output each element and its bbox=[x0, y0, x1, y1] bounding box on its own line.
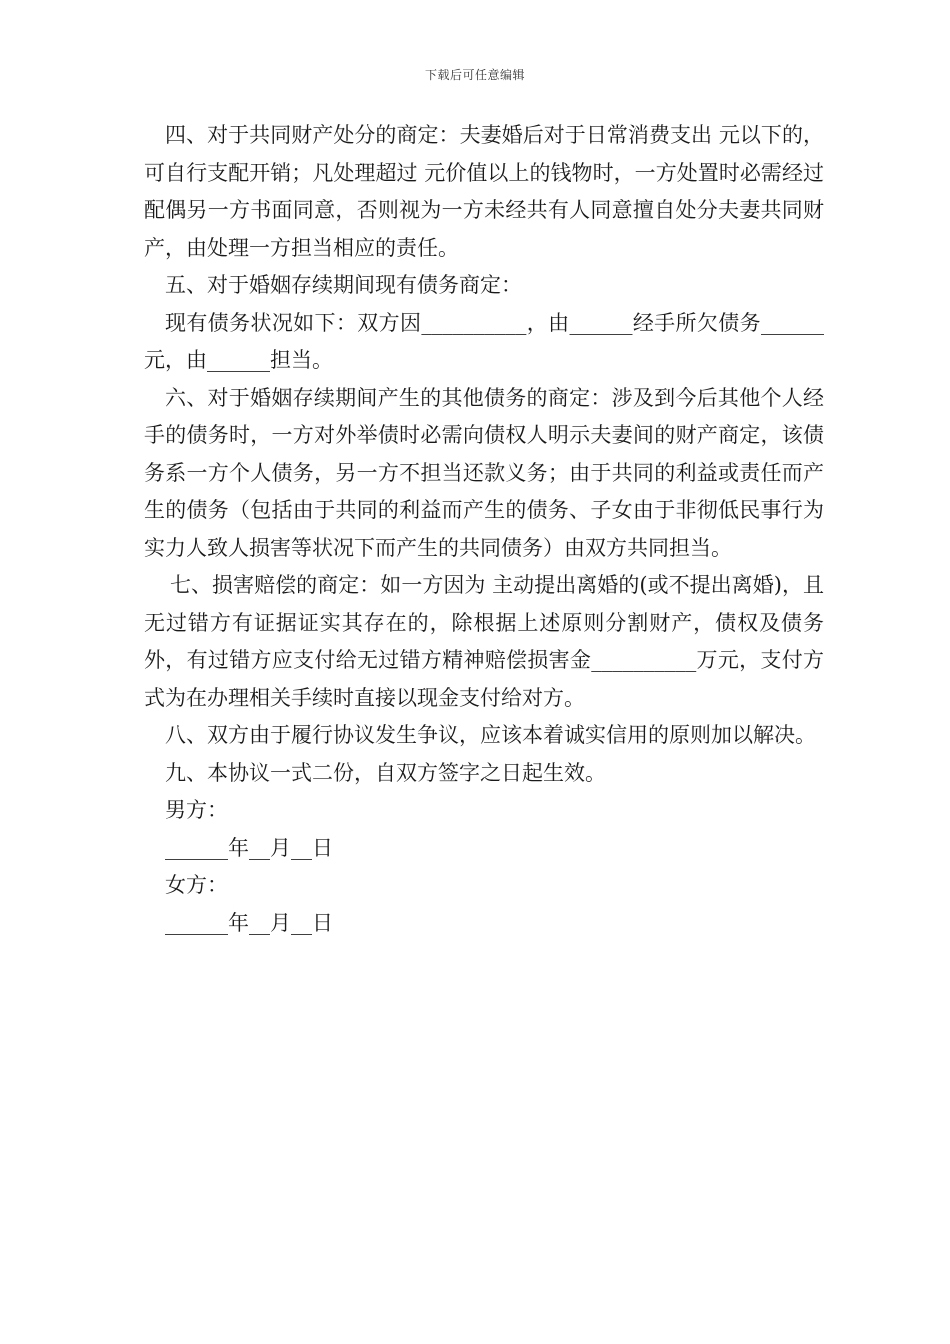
female-signature-date: ______年__月__日 bbox=[165, 910, 333, 935]
page-header: 下载后可任意编辑 bbox=[424, 68, 525, 82]
document-body bbox=[144, 117, 824, 942]
clause-8-disputes: 八、双方由于履行协议发生争议，应该本着诚实信用的原则加以解决。 bbox=[165, 723, 816, 747]
clause-5-debt-details: 现有债务状况如下：双方因__________，由______经手所欠债务______元，由______担当。 bbox=[144, 310, 824, 372]
clause-5-existing-debts: 五、对于婚姻存续期间现有债务商定： bbox=[165, 273, 522, 297]
female-signature-label: 女方： bbox=[165, 873, 228, 897]
clause-9-effectiveness: 九、本协议一式二份，自双方签字之日起生效。 bbox=[165, 760, 606, 785]
clause-6-other-debts: 六、对于婚姻存续期间产生的其他债务的商定：涉及到今后其他个人经手的债务时，一方对外举债时必需向债权人明示夫妻间的财产商定，该债务系一方个人债务，另一方不担当还款义务；由于共同的利益或责任而产生的债务（包括由于共同的利益而产生的债务、子女由于非彻低民事行为实力人致人损害等状况下而产生的共同债务）由双方共同担当。 bbox=[144, 385, 824, 560]
male-signature-date: ______年__月__日 bbox=[165, 835, 333, 860]
male-signature-label: 男方： bbox=[165, 798, 228, 822]
clause-7-damages: 七、损害赔偿的商定：如一方因为 主动提出离婚的(或不提出离婚)，且无过错方有证据证实其存在的，除根据上述原则分割财产，债权及债务外，有过错方应支付给无过错方精神赔偿损害金__________万元，支付方式为在办理相关手续时直接以现金支付给对方。 bbox=[144, 573, 824, 710]
clause-4-property-disposal: 四、对于共同财产处分的商定：夫妻婚后对于日常消费支出 元以下的，可自行支配开销；凡处理超过 元价值以上的钱物时，一方处置时必需经过配偶另一方书面同意，否则视为一方未经共有人同意擅自处分夫妻共同财产，由处理一方担当相应的责任。 bbox=[144, 123, 824, 260]
